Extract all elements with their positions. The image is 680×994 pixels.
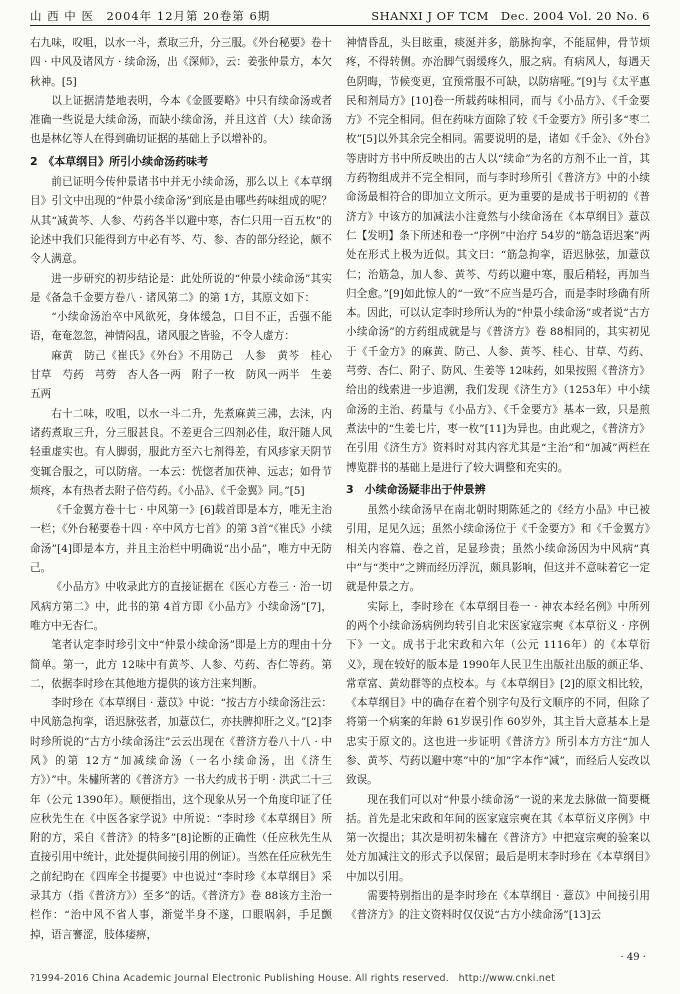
- running-header: [30, 6, 650, 24]
- journal-title-cn: 山 西 中 医 2004年 12月第 20卷第 6期: [30, 9, 271, 23]
- header-rule: [30, 25, 650, 26]
- left-column: [30, 34, 343, 952]
- paragraph: 进一步研究的初步结论是：此处所说的“仲景小续命汤”其实是《备急千金要方卷八 · 诸风第二》的第 1方，其原文如下：: [30, 272, 332, 304]
- paragraph: 前已证明今传仲景诸书中并无小续命汤，那么以上《本草纲目》引文中出现的“仲景小续命汤”到底是由哪些药味组成的呢？从其“减黄芩、人参、芍药各半以避中寒，杏仁只用一百五枚”的论述中我们只能得到方中必有芩、芍、参、杏的部分经论，颇不令人满意。: [30, 176, 332, 266]
- copyright-footer: ?1994-2016 China Academic Journal Electronic Publishing House. All rights reserved. http://www.cnki.net: [30, 973, 555, 984]
- paragraph: 实际上，李时珍在《本草纲目卷一 · 神农本经名例》中所列的两个小续命汤病例均转引自北宋医家寇宗奭《本草衍义 · 序例下》一文。成书于北宋政和六年（公元 1116年）的《本草衍义》，现在较好的版本是 1990年人民卫生出版社出版的颜正华、常章富、黄幼群等的点校本。与《本草纲目》[2]的原文相比较，《本草纲目》中的确存在着个别字句及行文顺序的不同，但除了将第一个病案的年龄 61岁误引作 60岁外，其主旨大意基本上是忠实于原文的。这也进一步证明《普济方》所引本方方注“加人参、黄芩、芍药以避中寒”中的“加”字本作“减”，而经后人妄改以致误。: [346, 600, 650, 787]
- section-heading-2: 2 《本草纲目》所引小续命汤药味考: [30, 154, 209, 168]
- paragraph: 需要特别指出的是李时珍在《本草纲目 · 薏苡》中间接引用《普济方》的注文资料时仅仅说“古方小续命汤”[13]云: [346, 890, 650, 922]
- page-number: · 49 ·: [620, 952, 646, 963]
- journal-title-en: SHANXI J OF TCM Dec. 2004 Vol. 20 No. 6: [371, 9, 650, 23]
- paragraph: 李时珍在《本草纲目 · 薏苡》中说：“按古方小续命汤注云：中风筋急拘挛，语迟脉弦者，加薏苡仁，亦扶脾抑肝之义。”[2]李时珍所说的“古方小续命汤注”云云出现在《普济方卷八十八 · 中风》的第 12方“加减续命汤（一名小续命汤，出《济生方》）”中。朱橚所著的《普济方》一书大约成书于明 · 洪武二十三年（公元 1390年）。顺便指出，这个现象从另一个角度印证了任应秋先生在《中医各家学说》中所说：“李时珍《本草纲目》所附的方，采自《普济》的特多”[8]论断的正确性（任应秋先生从直接引用中统计，此处提供间接引用的例证）。当然在任应秋先生之前纪昀在《四库全书提要》中也说过“李时珍《本草纲目》采录其方（指《普济方》）至多”的话。《普济方》卷 88该方主治一栏作：“治中风不省人事，渐觉半身不遂，口眼㖞斜，手足颤掉，语言謇涩，肢体痿痹，: [30, 697, 332, 941]
- quoted-text: 右十二味，㕮咀，以水一斗二升，先煮麻黄三沸，去沫，内诸药煮取三升，分三服甚良。不差更合三四剂必佳，取汗随人风轻重虚实也。有人脚弱，服此方至六七剂得差，有风疹家天阴节变辄合服之，可以防瘖。一本云：恍惚者加茯神、远志；如骨节烦疼，本有热者去附子倍芍药。《小品》、《千金翼》同。”[5]: [30, 407, 332, 497]
- paragraph: 神情昏乱，头目眩重，痰涎并多，筋脉拘挛，不能屈伸，骨节烦疼，不得转侧。亦治脚气弱缓疼久，服之病。有病风人，每遇天色阴晦，节候变更，宜预常服不可缺，以防瘖哑。”[9]与《太平惠民和剂局方》[10]卷一所载药味相同，而与《小品方》、《千金要方》不完全相同。但在药味方面除了较《千金要方》所引多“枣二枚”[5]以外其余完全相同。需要说明的是，诸如《千金》、《外台》等唐时方书中所反映出的古人以“续命”为名的方剂不止一首，其方药物组成并不完全相同，而与李时珍所引《普济方》中的小续命汤最相符合的即加立文所示。更为重要的是成书于明初的《普济方》中该方的加减法小注竟然与小续命汤在《本草纲目》薏苡仁【发明】条下所述和卷一“序例”中治疗 54岁的“筋急语迟案”两处在形式上极为近似。其文曰：“筋急拘挛，语迟脉弦，加薏苡仁；治筋急，加人参、黄芩、芍药以避中寒，服后稍轻，再加当归全愈。”[9]如此惊人的“一致”不应当是巧合，而是李时珍确有所本。因此，可以认定李时珍所认为的“仲景小续命汤”或者说“古方小续命汤”的方药组成就是与《普济方》卷 88相同的，其实初见于《千金方》的麻黄、防己、人参、黄芩、桂心、甘草、芍药、芎䓖、杏仁、附子、防风、生姜等 12味药，如果按照《普济方》给出的线索进一步追溯，我们发现《济生方》（1253年）中小续命汤的主治、药量与《小品方》、《千金要方》基本一致，只是煎煮法中的“生姜七片，枣一枚”[11]为异也。由此观之，《普济方》在引用《济生方》资料时对其内容尤其是“主治”和“加减”两栏在博览群书的基础上是进行了较大调整和充实的。: [346, 37, 650, 474]
- paragraph: 笔者认定李时珍引文中“仲景小续命汤”即是上方的理由十分简单。第一，此方 12味中有黄芩、人参、芍药、杏仁等药。第二，依据李时珍在其他地方提供的该方注来判断。: [30, 639, 332, 690]
- paragraph: 《千金翼方卷十七 · 中风第一》[6]载首即是本方，唯无主治一栏；《外台秘要卷十四 · 卒中风方七首》的第 3首“《崔氏》小续命汤”[4]即是本方，并且主治栏中明确说“出小品”，唯方中无防己。: [30, 504, 332, 575]
- section-heading-3: 3 小续命汤疑非出于仲景辨: [346, 482, 486, 496]
- paragraph: 《小品方》中收录此方的直接证据在《医心方卷三 · 治一切风病方第二》中，此书的第 4首方即《小品方》小续命汤”[7]，唯方中无杏仁。: [30, 581, 332, 632]
- paragraph: 右九味，㕮咀，以水一斗，煮取三升，分三服。《外台秘要》卷十四 · 中风及诸风方 · 续命汤，出《深师》，云：姜张仲景方，本欠秋神。[5]: [30, 37, 332, 88]
- right-column: [346, 34, 650, 952]
- paragraph: 虽然小续命汤早在南北朝时期陈延之的《经方小品》中已被引用，足见久远；虽然小续命汤位于《千金要方》和《千金翼方》相关内容篇、卷之首，足显珍贵；虽然小续命汤因为中风病“真中”与“类中”之辨而经历浮沉，颇具影响，但这并不意味着它一定就是仲景之方。: [346, 504, 650, 594]
- formula-ingredients: 麻黄 防己《崔氏》《外台》不用防己 人参 黄芩 桂心 甘草 芍药 芎䓖 杏人各一两 附子一枚 防风一两半 生姜五两: [30, 349, 343, 401]
- paragraph: 以上证据清楚地表明，今本《金匮要略》中只有续命汤或者准确一些说是大续命汤，而缺小续命汤，并且这首（大）续命汤也是林亿等人在得到确切证据的基础上予以增补的。: [30, 94, 332, 146]
- paragraph: 现在我们可以对“仲景小续命汤”一说的来龙去脉做一简要概括。首先是北宋政和年间的医家寇宗奭在其《本草衍义序例》中第一次提出；其次是明初朱橚在《普济方》中把寇宗奭的验案以处方加减注文的形式予以保留；最后是明末李时珍在《本草纲目》中加以引用。: [346, 793, 650, 883]
- quoted-text: “小续命汤治卒中风欲死，身体缓急，口目不正，舌强不能语，奄奄忽忽，神情闷乱，诸风服之皆验，不令人虚方：: [30, 311, 332, 343]
